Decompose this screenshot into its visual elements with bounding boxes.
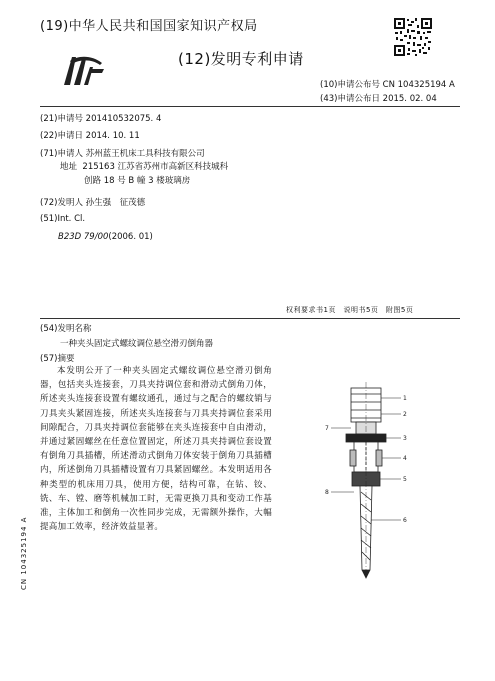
qr-code-icon xyxy=(393,17,433,57)
address-block xyxy=(60,160,228,188)
abstract-text: 本发明公开了一种夹头固定式螺纹调位悬空滑刃倒角器，包括夹头连接套，刀具夹持调位套和滑动式倒角刀体，所述夹头连接套设置有螺纹通孔，通过与之配合的螺纹销与刀具夹头紧固连接，所述夹头连接套与刀具夹持调位套采用间隙配合，刀具夹持调位套能够在夹头连接套中自由滑动，并通过紧固螺丝在任意位置固定，所述刀具夹持调位套设置有倒角刀具插槽，所述滑动式倒角刀体安装于倒角刀具插槽内，所述倒角刀具插槽设置有刀具紧固螺丝。本发明适用各种类型的机床用刀具，使用方便，结构可靠，在钻、铰、铣、车、镗、磨等机械加工时，无需更换刀具和变动工作基准，主体加工和倒角一次性同步完成，无需额外操作，大幅提高加工效率，经济效益显著。 xyxy=(40,366,272,533)
publication-number-label: (10)申请公布号 xyxy=(320,80,380,90)
inventor-row xyxy=(40,196,145,208)
figure-label: 1 xyxy=(403,395,407,402)
inventor-label: (72)发明人 xyxy=(40,198,83,208)
patent-drawing xyxy=(316,380,416,580)
abstract-label: (57)摘要 xyxy=(40,354,75,364)
address-label: 地址 xyxy=(60,162,78,172)
inventor-names: 孙生强 征茂德 xyxy=(85,198,146,208)
application-number-row xyxy=(40,112,161,124)
ipc-classification xyxy=(58,232,153,242)
figure-label: 7 xyxy=(325,425,329,432)
applicant-name: 苏州蓝王机床工具科技有限公司 xyxy=(85,149,205,159)
figure-label: 4 xyxy=(403,455,407,462)
application-date: 2014. 10. 11 xyxy=(85,131,140,141)
application-number-label: (21)申请号 xyxy=(40,114,83,124)
patent-office-name: (19)中华人民共和国国家知识产权局 xyxy=(40,19,258,34)
applicant-label: (71)申请人 xyxy=(40,149,83,159)
publication-date-label: (43)申请公布日 xyxy=(320,94,380,104)
document-type-title: (12)发明专利申请 xyxy=(178,50,304,68)
figure-label: 5 xyxy=(403,476,407,483)
publication-number: CN 104325194 A xyxy=(382,80,455,90)
figure-label: 6 xyxy=(403,517,407,524)
invention-title-label: (54)发明名称 xyxy=(40,324,92,334)
application-date-row xyxy=(40,129,140,141)
figure-label: 8 xyxy=(325,489,329,496)
address-line-1: 215163 江苏省苏州市高新区科技城科 xyxy=(82,162,229,172)
application-date-label: (22)申请日 xyxy=(40,131,83,141)
ipc-label: (51)Int. Cl. xyxy=(40,214,86,224)
application-number: 201410532075. 4 xyxy=(85,114,162,124)
ipc-year: (2006. 01) xyxy=(108,232,153,242)
page-count-summary: 权利要求书1页 说明书5页 附图5页 xyxy=(286,306,414,314)
ipc-code: B23D 79/00 xyxy=(58,232,109,242)
figure-label: 2 xyxy=(403,411,407,418)
invention-title: 一种夹头固定式螺纹调位悬空滑刃倒角器 xyxy=(60,339,214,349)
side-publication-number: CN 104325194 A xyxy=(20,516,28,590)
figure-label: 3 xyxy=(403,435,407,442)
header-divider xyxy=(40,106,460,107)
publication-date: 2015. 02. 04 xyxy=(382,94,437,104)
applicant-row xyxy=(40,147,205,159)
address-line-2: 创路 18 号 B 幢 3 楼玻璃房 xyxy=(84,176,191,186)
cnipa-logo-icon xyxy=(62,53,106,87)
publication-number-line xyxy=(320,78,455,90)
publication-date-line xyxy=(320,92,437,104)
meta-divider xyxy=(40,318,460,319)
